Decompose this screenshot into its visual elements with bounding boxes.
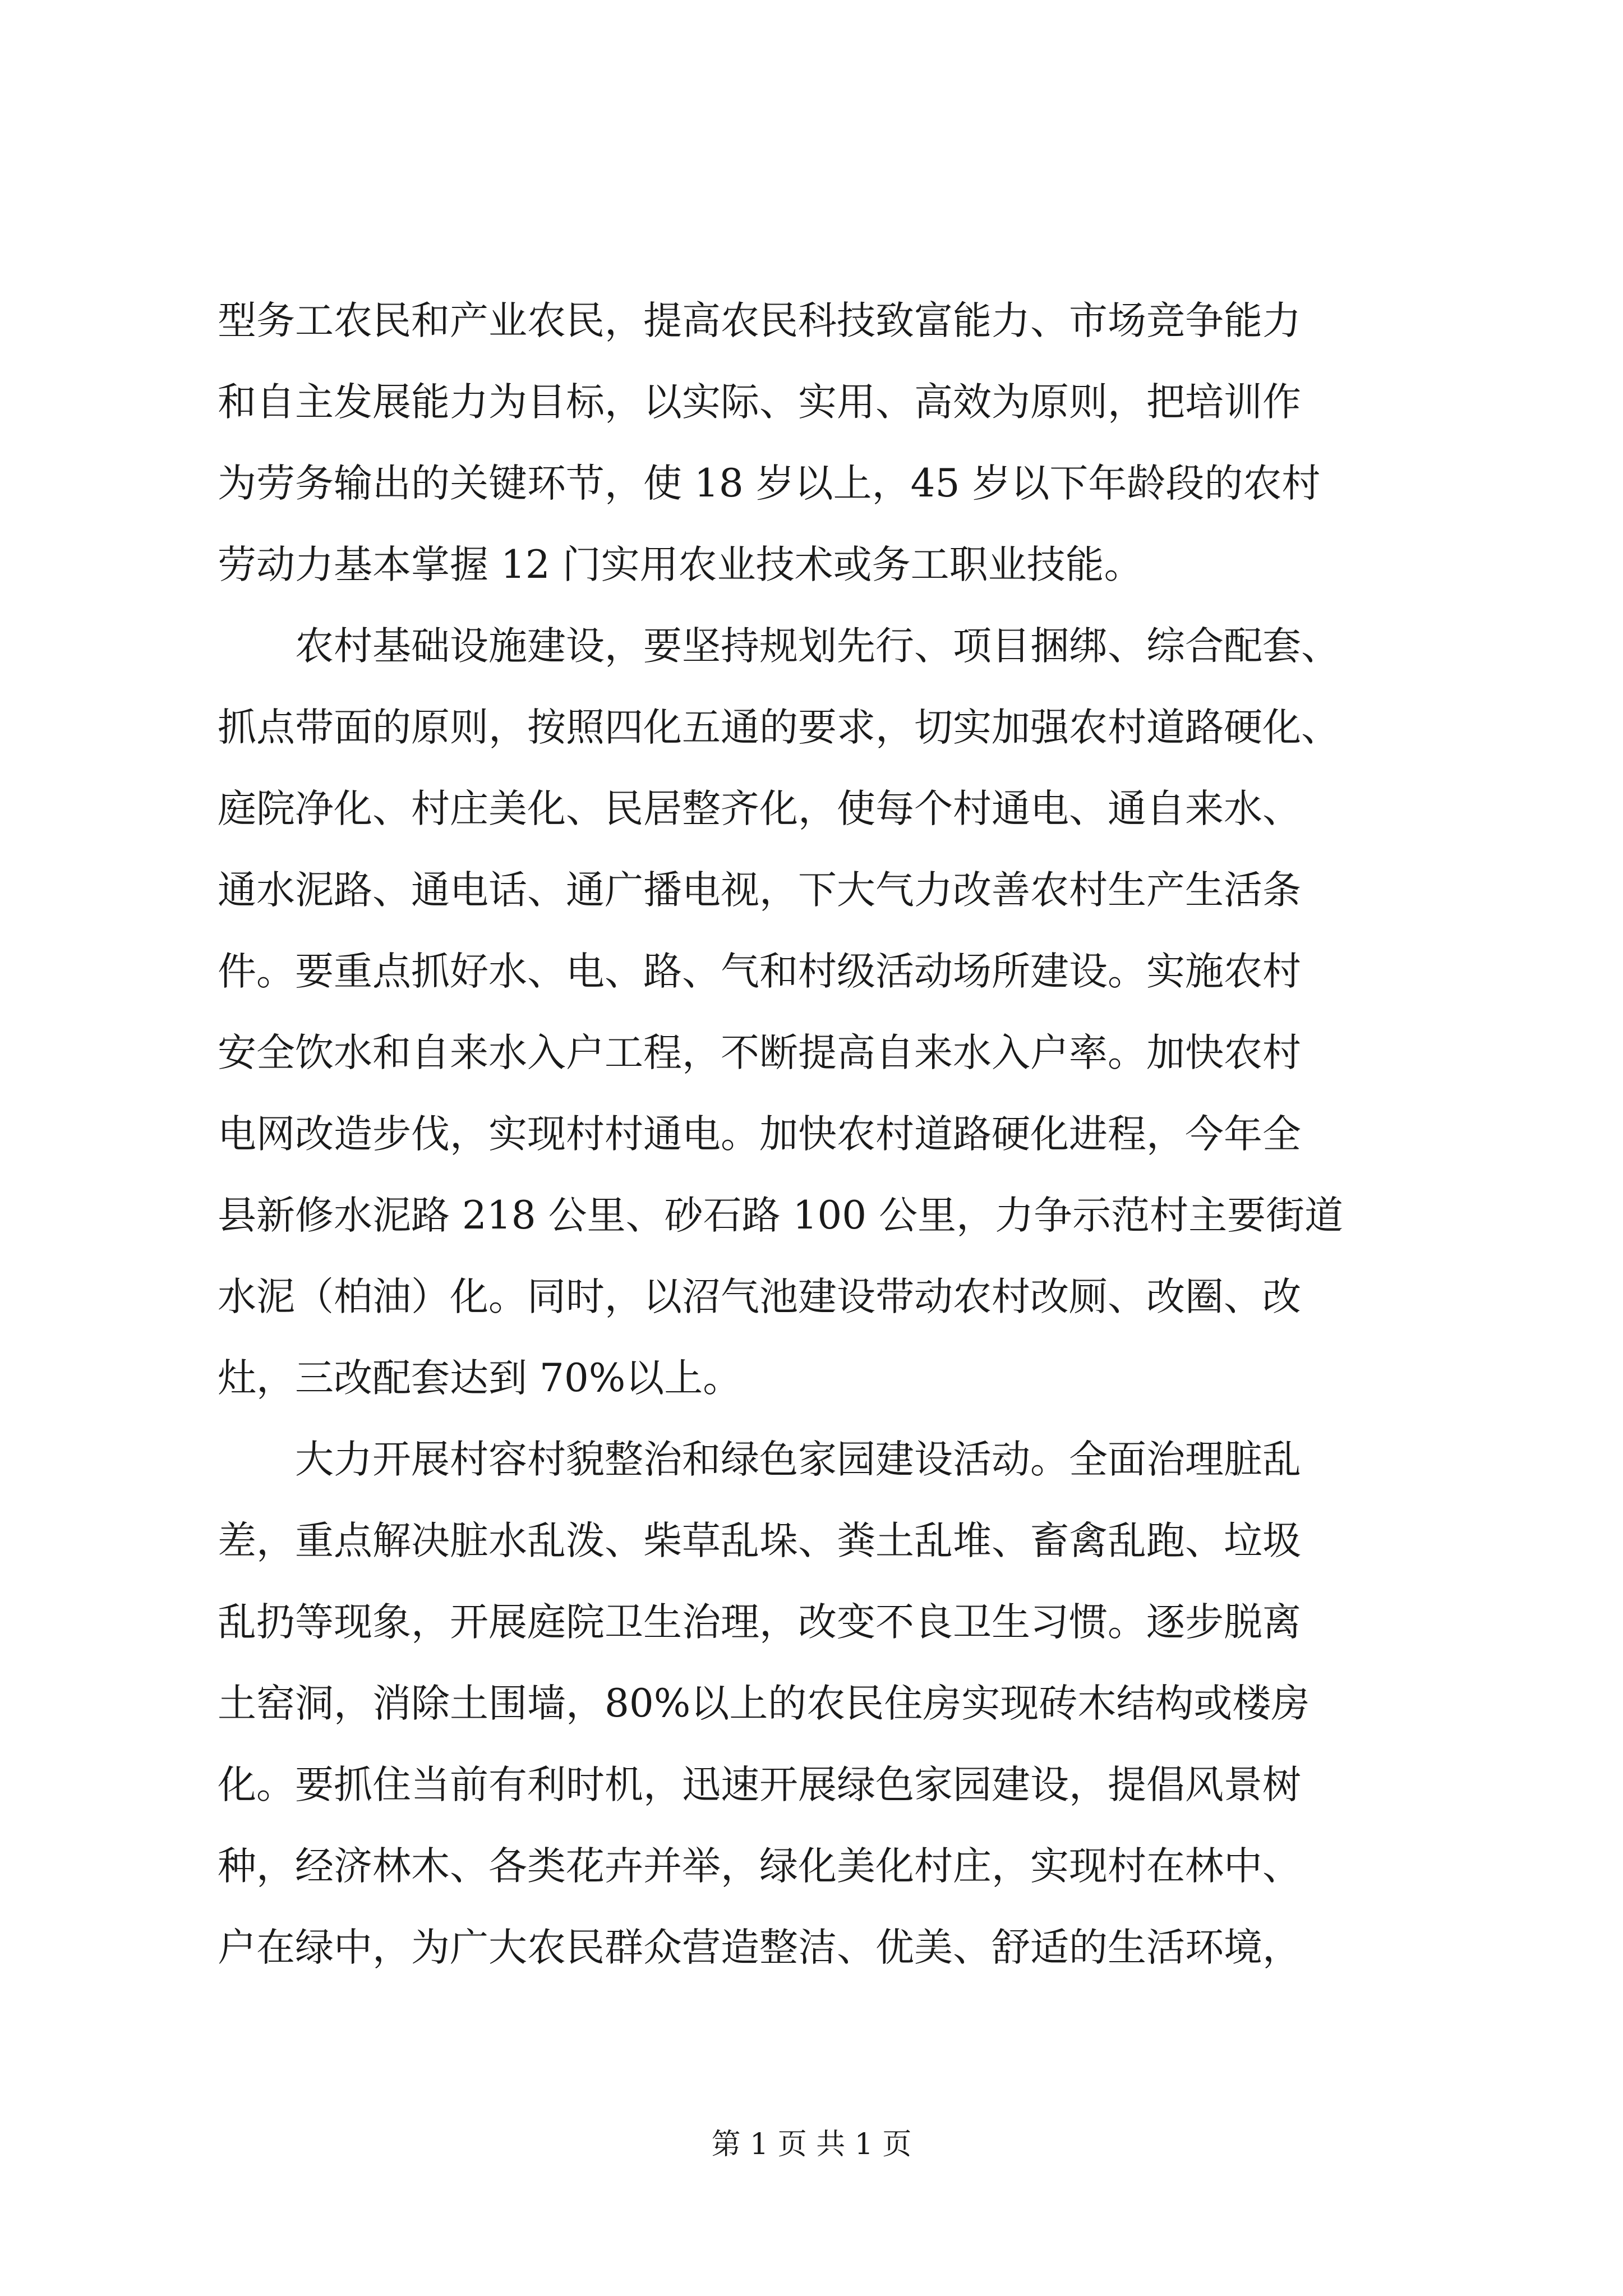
text-line: 化。要抓住当前有利时机，迅速开展绿色家园建设，提倡风景树 — [218, 1763, 1301, 1807]
text-line: 灶，三改配套达到 70%以上。 — [218, 1356, 742, 1401]
text-line: 乱扔等现象，开展庭院卫生治理，改变不良卫生习惯。逐步脱离 — [218, 1600, 1301, 1645]
text-line: 户在绿中，为广大农民群众营造整洁、优美、舒适的生活环境， — [218, 1925, 1301, 1970]
paragraph-1 — [218, 280, 1407, 606]
text-line: 为劳务输出的关键环节，使 18 岁以上，45 岁以下年龄段的农村 — [218, 461, 1321, 506]
body-text — [218, 280, 1407, 1989]
text-line: 种，经济林木、各类花卉并举，绿化美化村庄，实现村在林中、 — [218, 1844, 1301, 1889]
text-line: 农村基础设施建设，要坚持规划先行、项目捆绑、综合配套、 — [295, 624, 1340, 669]
paragraph-3 — [218, 1419, 1407, 1989]
text-line: 通水泥路、通电话、通广播电视，下大气力改善农村生产生活条 — [218, 868, 1301, 913]
paragraph-2 — [218, 606, 1407, 1419]
text-line: 型务工农民和产业农民，提高农民科技致富能力、市场竞争能力 — [218, 298, 1301, 343]
text-line: 劳动力基本掌握 12 门实用农业技术或务工职业技能。 — [218, 542, 1143, 587]
text-line: 水泥（柏油）化。同时，以沼气池建设带动农村改厕、改圈、改 — [218, 1274, 1301, 1319]
text-line: 电网改造步伐，实现村村通电。加快农村道路硬化进程，今年全 — [218, 1112, 1301, 1157]
text-line: 土窑洞，消除土围墙，80%以上的农民住房实现砖木结构或楼房 — [218, 1681, 1310, 1726]
text-line: 和自主发展能力为目标，以实际、实用、高效为原则，把培训作 — [218, 380, 1301, 425]
page-footer: 第 1 页 共 1 页 — [711, 2128, 912, 2161]
text-line: 大力开展村容村貌整治和绿色家园建设活动。全面治理脏乱 — [295, 1437, 1301, 1482]
text-line: 安全饮水和自来水入户工程，不断提高自来水入户率。加快农村 — [218, 1030, 1301, 1075]
text-line: 差，重点解决脏水乱泼、柴草乱垛、粪土乱堆、畜禽乱跑、垃圾 — [218, 1519, 1301, 1563]
text-line: 庭院净化、村庄美化、民居整齐化，使每个村通电、通自来水、 — [218, 786, 1301, 831]
text-line: 抓点带面的原则，按照四化五通的要求，切实加强农村道路硬化、 — [218, 705, 1340, 750]
text-line: 件。要重点抓好水、电、路、气和村级活动场所建设。实施农村 — [218, 949, 1301, 994]
text-line: 县新修水泥路 218 公里、砂石路 100 公里，力争示范村主要街道 — [218, 1193, 1344, 1238]
